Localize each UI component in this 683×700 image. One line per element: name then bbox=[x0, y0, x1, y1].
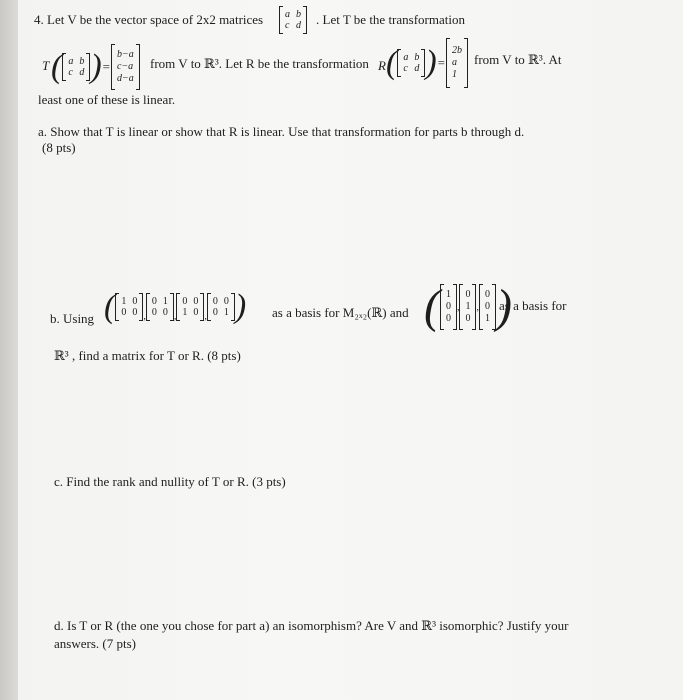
basis-matrix-entry: 0 bbox=[212, 296, 218, 307]
basis-matrix-entry: 0 bbox=[212, 307, 218, 318]
R-matrix-entry: c bbox=[403, 63, 408, 74]
basis-matrix bbox=[176, 293, 204, 321]
R-matrix-entry: b bbox=[414, 52, 420, 63]
linear-statement: least one of these is linear. bbox=[38, 92, 176, 107]
part-b-line2: ℝ³ , find a matrix for T or R. (8 pts) bbox=[54, 348, 241, 363]
basis-vector-entry: 0 bbox=[484, 289, 490, 300]
T-output-vector bbox=[115, 49, 136, 85]
basis-vector-entry: 1 bbox=[484, 313, 490, 324]
basis-matrix-entry: 0 bbox=[151, 307, 157, 318]
part-c-text: c. Find the rank and nullity of T or R. (3 pts) bbox=[54, 474, 286, 489]
basis-matrix-entry: 1 bbox=[162, 296, 168, 307]
R-input-matrix: ( a b c d ) = 2b a 1 bbox=[386, 38, 468, 88]
T-output-entry: c−a bbox=[117, 61, 134, 72]
basis-vector-entry: 1 bbox=[465, 301, 471, 312]
R-matrix-entry: a bbox=[403, 52, 409, 63]
T-matrix-entry: c bbox=[68, 67, 73, 78]
basis-matrix-entry: 0 bbox=[132, 307, 138, 318]
basis-matrix-entry: 1 bbox=[121, 296, 127, 307]
part-a-text: a. Show that T is linear or show that R is linear. Use that transformation for parts b through d. bbox=[38, 124, 525, 139]
T-output-entry: b−a bbox=[117, 49, 134, 60]
page-edge-shadow bbox=[0, 0, 18, 700]
matrix-entry: d bbox=[296, 20, 301, 31]
basis-matrix-entry: 0 bbox=[151, 296, 157, 307]
basis-vector-entry: 1 bbox=[445, 289, 451, 300]
T-output-entry: d−a bbox=[117, 73, 134, 84]
basis-matrix-entry: 1 bbox=[223, 307, 229, 318]
basis-matrix-entry: 0 bbox=[193, 307, 199, 318]
basis-vector bbox=[479, 284, 496, 330]
part-d-text: d. Is T or R (the one you chose for part a) an isomorphism? Are V and ℝ³ isomorphic? Justify your bbox=[54, 618, 569, 633]
basis-vectors: ( 1 0 0 , 0 1 0 , 0 0 1 ) bbox=[424, 280, 512, 333]
basis-matrix-entry: 0 bbox=[162, 307, 168, 318]
R-output-entry: 2b bbox=[452, 45, 462, 56]
basis-vector bbox=[440, 284, 457, 330]
question-intro-end: . Let T be the transformation bbox=[316, 12, 465, 27]
basis-vector-entry: 0 bbox=[465, 313, 471, 324]
basis-matrices: ( 1 0 0 0 , 0 1 0 0 , 0 0 1 0 , 0 0 0 1 ) bbox=[104, 288, 247, 325]
part-b-mid: as a basis for M₂ₓ₂(ℝ) and bbox=[272, 305, 409, 320]
basis-vector-entry: 0 bbox=[484, 301, 490, 312]
T-description: from V to ℝ³. Let R be the transformation bbox=[150, 56, 369, 71]
matrix-abcd bbox=[279, 6, 307, 34]
basis-matrix-entry: 0 bbox=[182, 296, 188, 307]
basis-matrix bbox=[207, 293, 235, 321]
basis-matrix bbox=[115, 293, 143, 321]
T-matrix-entry: b bbox=[79, 56, 85, 67]
T-matrix-entry: d bbox=[79, 67, 85, 78]
matrix-entry: c bbox=[285, 20, 290, 31]
R-output-entry: 1 bbox=[452, 69, 457, 80]
part-b-end: as a basis for bbox=[499, 298, 567, 313]
basis-vector bbox=[459, 284, 476, 330]
T-input-matrix: ( a b c d ) = b−a c−a d−a bbox=[51, 44, 140, 90]
R-matrix-entry: d bbox=[414, 63, 420, 74]
question-intro: 4. Let V be the vector space of 2x2 matrices bbox=[34, 12, 264, 27]
basis-matrix-entry: 1 bbox=[182, 307, 188, 318]
basis-vector-entry: 0 bbox=[445, 313, 451, 324]
part-d-line2: answers. (7 pts) bbox=[54, 636, 136, 651]
T-symbol: T bbox=[42, 58, 50, 73]
part-b-lead: b. Using bbox=[50, 311, 95, 326]
matrix-entry: b bbox=[296, 9, 301, 20]
basis-matrix-entry: 0 bbox=[223, 296, 229, 307]
part-a-points: (8 pts) bbox=[42, 140, 76, 155]
R-output-entry: a bbox=[452, 57, 457, 68]
R-description: from V to ℝ³. At bbox=[474, 52, 562, 67]
R-symbol: R bbox=[378, 58, 386, 73]
basis-matrix bbox=[146, 293, 174, 321]
R-output-vector bbox=[450, 45, 464, 81]
T-matrix-entry: a bbox=[68, 56, 74, 67]
basis-matrix-entry: 0 bbox=[121, 307, 127, 318]
basis-matrix-entry: 0 bbox=[193, 296, 199, 307]
basis-vector-entry: 0 bbox=[445, 301, 451, 312]
basis-matrix-entry: 0 bbox=[132, 296, 138, 307]
matrix-entry: a bbox=[285, 9, 290, 20]
basis-vector-entry: 0 bbox=[465, 289, 471, 300]
